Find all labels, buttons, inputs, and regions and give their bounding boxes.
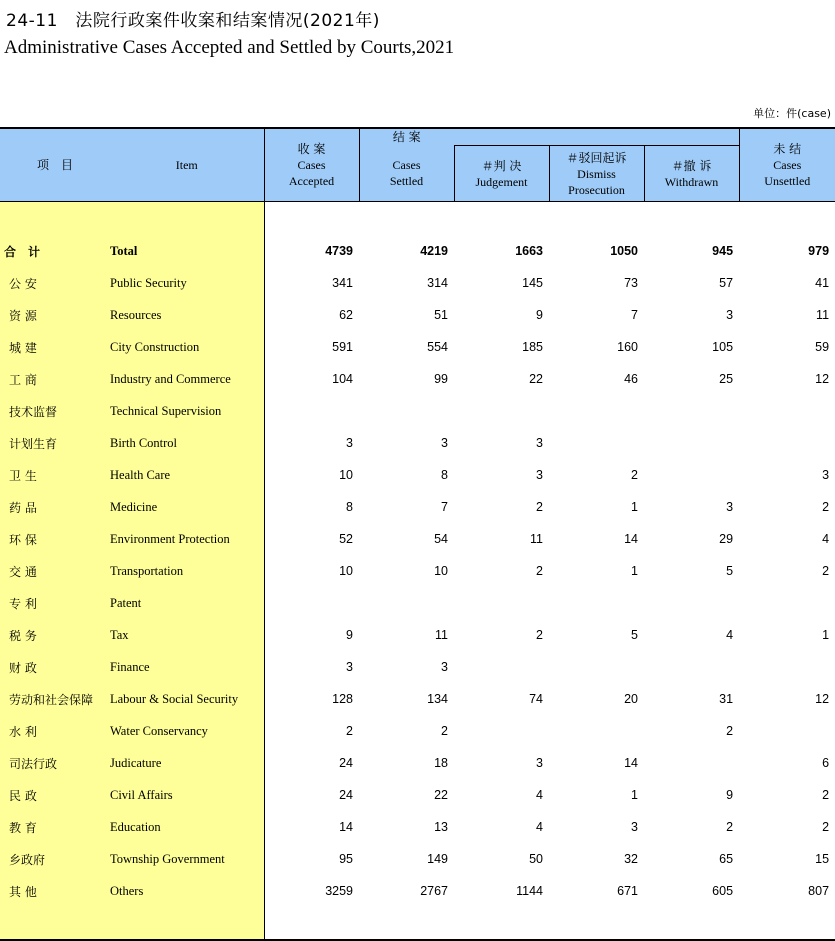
header-item-en: Item	[110, 128, 264, 202]
settled-cell: 314	[427, 276, 448, 290]
unsettled-cell: 12	[815, 692, 830, 706]
item-en-cell: Birth Control	[110, 427, 264, 459]
settled-cell: 554	[427, 340, 448, 354]
dismiss-cell: 73	[624, 276, 638, 290]
accepted-cell: 3259	[325, 884, 353, 898]
judgement-cell	[454, 587, 549, 619]
item-cn-cell: 专 利	[0, 587, 110, 619]
accepted-cell	[264, 587, 359, 619]
header-dismiss: ＃驳回起诉 Dismiss Prosecution	[549, 146, 644, 202]
table-title-chinese: 24-11 法院行政案件收案和结案情况(2021年)	[6, 11, 380, 31]
unsettled-cell: 12	[815, 372, 830, 386]
withdrawn-cell: 57	[719, 276, 734, 290]
header-withdrawn: ＃撤 诉 Withdrawn	[644, 146, 739, 202]
settled-cell: 54	[434, 532, 448, 546]
item-en-cell: Total	[110, 235, 264, 267]
unsettled-cell: 4	[822, 532, 830, 546]
withdrawn-cell	[644, 395, 739, 427]
accepted-cell: 14	[339, 820, 353, 834]
withdrawn-cell	[644, 459, 739, 491]
dismiss-cell: 20	[624, 692, 638, 706]
table-row	[0, 875, 835, 907]
unsettled-cell	[739, 715, 835, 747]
settled-cell: 134	[427, 692, 448, 706]
judgement-cell: 185	[522, 340, 543, 354]
item-en-cell: Education	[110, 811, 264, 843]
item-en-cell: Medicine	[110, 491, 264, 523]
dismiss-cell: 14	[624, 756, 638, 770]
cases-table	[0, 127, 835, 941]
settled-cell: 2767	[420, 884, 448, 898]
dismiss-cell: 3	[631, 820, 638, 834]
item-cn-cell: 城 建	[0, 331, 110, 363]
item-en-cell: City Construction	[110, 331, 264, 363]
dismiss-cell: 1050	[610, 244, 638, 258]
withdrawn-cell: 3	[726, 500, 734, 514]
table-title-english: Administrative Cases Accepted and Settled by Courts,2021	[4, 37, 455, 58]
dismiss-cell	[549, 427, 644, 459]
accepted-cell: 10	[339, 468, 353, 482]
unsettled-cell: 2	[822, 500, 830, 514]
item-en-cell: Resources	[110, 299, 264, 331]
settled-cell	[359, 395, 454, 427]
judgement-cell: 1663	[515, 244, 543, 258]
withdrawn-cell: 31	[719, 692, 734, 706]
judgement-cell	[454, 395, 549, 427]
table-row	[0, 619, 835, 651]
item-cn-cell: 民 政	[0, 779, 110, 811]
item-en-cell: Public Security	[110, 267, 264, 299]
judgement-cell	[454, 715, 549, 747]
header-settled: 结 案	[359, 128, 454, 146]
accepted-cell: 591	[332, 340, 353, 354]
table-row	[0, 651, 835, 683]
accepted-cell: 3	[346, 436, 353, 450]
item-cn-cell: 交 通	[0, 555, 110, 587]
table-row	[0, 427, 835, 459]
withdrawn-cell: 25	[719, 372, 734, 386]
dismiss-cell: 1	[631, 788, 638, 802]
judgement-cell: 9	[536, 308, 543, 322]
accepted-cell: 104	[332, 372, 353, 386]
table-row	[0, 747, 835, 779]
settled-cell: 7	[441, 500, 448, 514]
item-cn-cell: 劳动和社会保障	[0, 683, 110, 715]
withdrawn-cell: 9	[726, 788, 734, 802]
accepted-cell: 3	[346, 660, 353, 674]
item-cn-cell: 税 务	[0, 619, 110, 651]
accepted-cell: 128	[332, 692, 353, 706]
table-row	[0, 267, 835, 299]
settled-cell: 3	[441, 436, 448, 450]
item-cn-cell: 技术监督	[0, 395, 110, 427]
total-row	[0, 235, 835, 267]
item-cn-cell: 乡政府	[0, 843, 110, 875]
judgement-cell: 22	[529, 372, 543, 386]
table-row	[0, 395, 835, 427]
accepted-cell: 62	[339, 308, 353, 322]
dismiss-cell	[549, 395, 644, 427]
judgement-cell: 3	[536, 468, 543, 482]
unsettled-cell: 6	[822, 756, 830, 770]
header-judgement: ＃判 决 Judgement	[454, 146, 549, 202]
table-row	[0, 555, 835, 587]
dismiss-cell: 1	[631, 500, 638, 514]
accepted-cell: 341	[332, 276, 353, 290]
dismiss-cell: 14	[624, 532, 638, 546]
item-en-cell: Technical Supervision	[110, 395, 264, 427]
table-row	[0, 491, 835, 523]
item-en-cell: Civil Affairs	[110, 779, 264, 811]
withdrawn-cell	[644, 587, 739, 619]
table-row	[0, 811, 835, 843]
header-unsettled: 未 结 Cases Unsettled	[739, 128, 835, 202]
item-en-cell: Water Conservancy	[110, 715, 264, 747]
unsettled-cell	[739, 651, 835, 683]
tail-row	[0, 907, 835, 940]
accepted-cell: 10	[339, 564, 353, 578]
table-row	[0, 779, 835, 811]
settled-cell: 99	[434, 372, 448, 386]
judgement-cell: 4	[536, 788, 543, 802]
withdrawn-cell	[644, 747, 739, 779]
judgement-cell: 145	[522, 276, 543, 290]
judgement-cell: 2	[536, 628, 543, 642]
judgement-cell: 11	[530, 532, 543, 546]
unsettled-cell: 3	[822, 468, 830, 482]
item-cn-cell: 财 政	[0, 651, 110, 683]
judgement-cell: 1144	[516, 884, 543, 898]
item-cn-cell: 教 育	[0, 811, 110, 843]
item-en-cell: Transportation	[110, 555, 264, 587]
unsettled-cell: 11	[816, 308, 830, 322]
withdrawn-cell: 4	[726, 628, 734, 642]
unsettled-cell: 807	[808, 884, 830, 898]
header-item-cn: 项 目	[0, 128, 110, 202]
unsettled-cell: 59	[815, 340, 830, 354]
accepted-cell: 4739	[325, 244, 353, 258]
table-row	[0, 683, 835, 715]
item-cn-cell: 其 他	[0, 875, 110, 907]
item-cn-cell: 药 品	[0, 491, 110, 523]
accepted-cell: 8	[346, 500, 353, 514]
table-row	[0, 843, 835, 875]
dismiss-cell: 1	[631, 564, 638, 578]
item-cn-cell: 合 计	[0, 235, 110, 267]
table-row	[0, 331, 835, 363]
item-cn-cell: 计划生育	[0, 427, 110, 459]
dismiss-cell	[549, 651, 644, 683]
spacer-row	[0, 202, 835, 236]
withdrawn-cell: 29	[719, 532, 734, 546]
withdrawn-cell: 945	[712, 244, 734, 258]
settled-cell	[359, 587, 454, 619]
unsettled-cell	[739, 587, 835, 619]
item-cn-cell: 公 安	[0, 267, 110, 299]
unsettled-cell: 2	[822, 788, 830, 802]
item-en-cell: Finance	[110, 651, 264, 683]
item-en-cell: Judicature	[110, 747, 264, 779]
table-row	[0, 523, 835, 555]
settled-cell: 11	[435, 628, 448, 642]
settled-cell: 8	[441, 468, 448, 482]
dismiss-cell: 5	[631, 628, 638, 642]
dismiss-cell: 671	[617, 884, 638, 898]
withdrawn-cell: 605	[712, 884, 734, 898]
table-row	[0, 363, 835, 395]
item-en-cell: Township Government	[110, 843, 264, 875]
unsettled-cell	[739, 427, 835, 459]
settled-cell: 4219	[420, 244, 448, 258]
table-row	[0, 299, 835, 331]
table-row	[0, 459, 835, 491]
judgement-cell: 50	[529, 852, 543, 866]
header-accepted: 收 案 Cases Accepted	[264, 128, 359, 202]
unsettled-cell: 15	[815, 852, 830, 866]
accepted-cell: 24	[339, 756, 353, 770]
withdrawn-cell	[644, 651, 739, 683]
withdrawn-cell: 105	[712, 340, 734, 354]
judgement-cell: 4	[536, 820, 543, 834]
judgement-cell: 3	[536, 436, 543, 450]
settled-cell: 3	[441, 660, 448, 674]
settled-cell: 13	[434, 820, 448, 834]
item-en-cell: Tax	[110, 619, 264, 651]
withdrawn-cell: 5	[726, 564, 734, 578]
item-cn-cell: 资 源	[0, 299, 110, 331]
judgement-cell: 74	[529, 692, 543, 706]
unsettled-cell: 979	[808, 244, 830, 258]
withdrawn-cell: 3	[726, 308, 734, 322]
item-cn-cell: 司法行政	[0, 747, 110, 779]
accepted-cell: 9	[346, 628, 353, 642]
unsettled-cell: 41	[815, 276, 830, 290]
item-en-cell: Environment Protection	[110, 523, 264, 555]
settled-cell: 2	[441, 724, 448, 738]
item-en-cell: Labour & Social Security	[110, 683, 264, 715]
item-cn-cell: 工 商	[0, 363, 110, 395]
dismiss-cell: 46	[624, 372, 638, 386]
header-settled-span	[454, 128, 739, 146]
dismiss-cell	[549, 715, 644, 747]
withdrawn-cell	[644, 427, 739, 459]
settled-cell: 22	[434, 788, 448, 802]
item-en-cell: Patent	[110, 587, 264, 619]
settled-cell: 149	[427, 852, 448, 866]
dismiss-cell: 2	[631, 468, 638, 482]
settled-cell: 51	[434, 308, 448, 322]
unit-label: 单位：件(case)	[753, 107, 831, 120]
withdrawn-cell: 2	[726, 820, 734, 834]
accepted-cell: 52	[339, 532, 353, 546]
settled-cell: 18	[434, 756, 448, 770]
unsettled-cell: 1	[822, 628, 830, 642]
dismiss-cell: 7	[631, 308, 638, 322]
dismiss-cell: 32	[624, 852, 638, 866]
judgement-cell: 2	[536, 564, 543, 578]
dismiss-cell: 160	[617, 340, 638, 354]
table-row	[0, 587, 835, 619]
item-en-cell: Health Care	[110, 459, 264, 491]
judgement-cell: 3	[536, 756, 543, 770]
accepted-cell: 24	[339, 788, 353, 802]
accepted-cell: 95	[339, 852, 353, 866]
unsettled-cell: 2	[822, 820, 830, 834]
item-cn-cell: 水 利	[0, 715, 110, 747]
item-cn-cell: 卫 生	[0, 459, 110, 491]
judgement-cell	[454, 651, 549, 683]
settled-cell: 10	[434, 564, 448, 578]
judgement-cell: 2	[536, 500, 543, 514]
item-cn-cell: 环 保	[0, 523, 110, 555]
item-en-cell: Others	[110, 875, 264, 907]
item-en-cell: Industry and Commerce	[110, 363, 264, 395]
accepted-cell: 2	[346, 724, 353, 738]
table-row	[0, 715, 835, 747]
withdrawn-cell: 65	[719, 852, 734, 866]
unsettled-cell: 2	[822, 564, 830, 578]
dismiss-cell	[549, 587, 644, 619]
accepted-cell	[264, 395, 359, 427]
header-settled-sub: Cases Settled	[359, 146, 454, 202]
withdrawn-cell: 2	[726, 724, 734, 738]
unsettled-cell	[739, 395, 835, 427]
